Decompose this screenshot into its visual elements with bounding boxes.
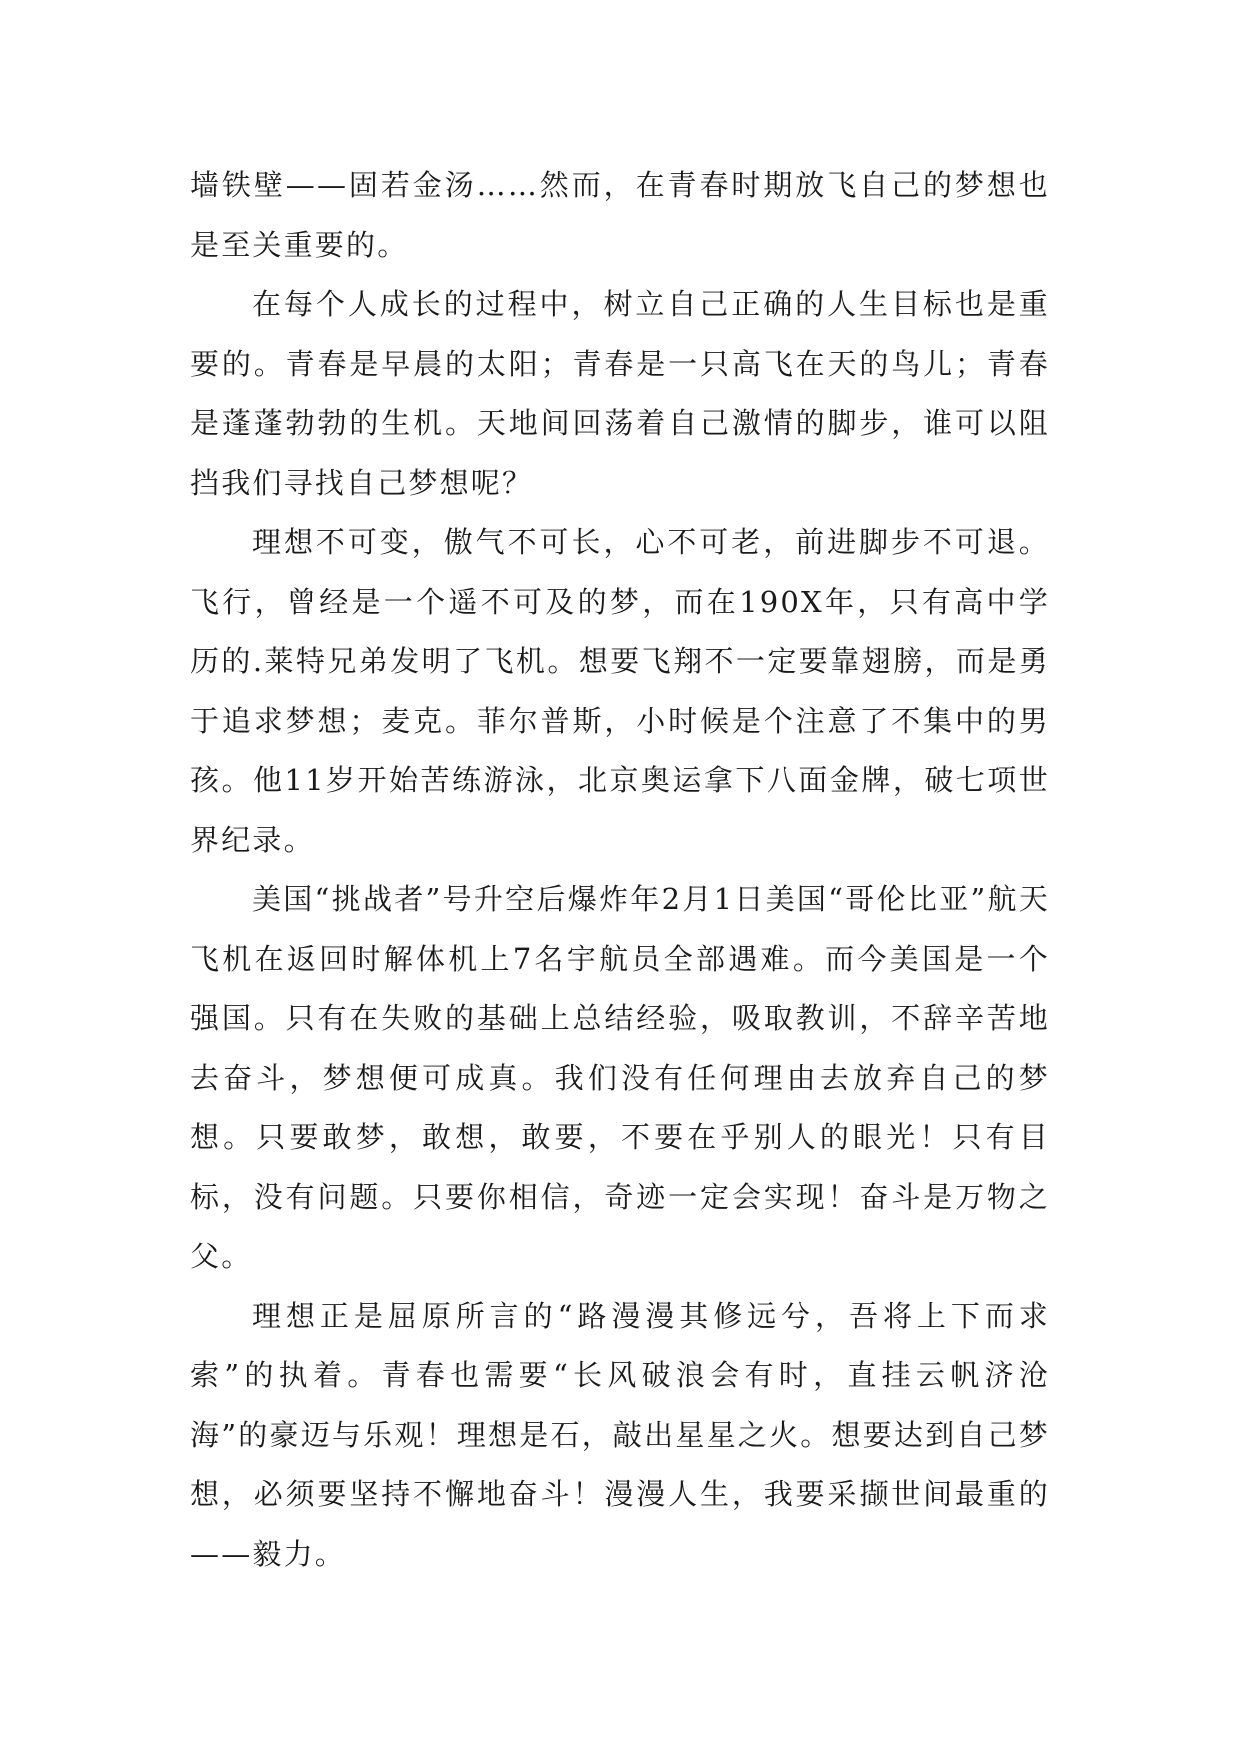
body-text [190,156,1050,1584]
paragraph-4: 美国“挑战者”号升空后爆炸年2月1日美国“哥伦比亚”航天飞机在返回时解体机上7名宇航员全部遇难。而今美国是一个强国。只有在失败的基础上总结经验，吸取教训，不辞辛苦地去奋斗，梦想便可成真。我们没有任何理由去放弃自己的梦想。只要敢梦，敢想，敢要，不要在乎别人的眼光！只有目标，没有问题。只要你相信，奇迹一定会实现！奋斗是万物之父。 [190,882,1050,1273]
paragraph-2: 在每个人成长的过程中，树立自己正确的人生目标也是重要的。青春是早晨的太阳；青春是一只高飞在天的鸟儿；青春是蓬蓬勃勃的生机。天地间回荡着自己激情的脚步，谁可以阻挡我们寻找自己梦想呢？ [190,287,1050,500]
paragraph-5: 理想正是屈原所言的“路漫漫其修远兮，吾将上下而求索”的执着。青春也需要“长风破浪会有时，直挂云帆济沧海”的豪迈与乐观！理想是石，敲出星星之火。想要达到自己梦想，必须要坚持不懈地奋斗！漫漫人生，我要采撷世间最重的——毅力。 [190,1298,1050,1571]
paragraph-3: 理想不可变，傲气不可长，心不可老，前进脚步不可退。飞行，曾经是一个遥不可及的梦，而在190X年，只有高中学历的.莱特兄弟发明了飞机。想要飞翔不一定要靠翅膀，而是勇于追求梦想；麦克。菲尔普斯，小时候是个注意了不集中的男孩。他11岁开始苦练游泳，北京奥运拿下八面金牌，破七项世界纪录。 [190,525,1050,857]
paragraph-1: 墙铁壁——固若金汤……然而，在青春时期放飞自己的梦想也是至关重要的。 [190,168,1050,262]
